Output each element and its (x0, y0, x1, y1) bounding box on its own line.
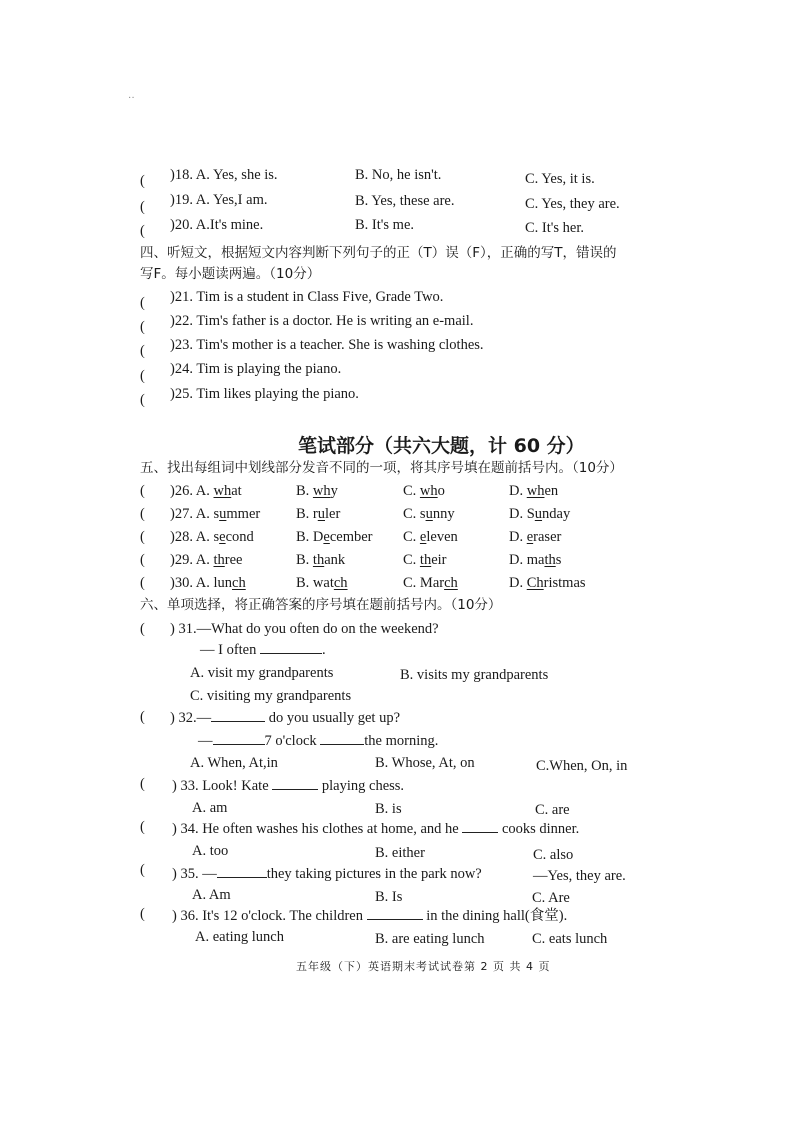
q31-stem: ) 31.—What do you often do on the weekend? (170, 621, 439, 637)
q31-option-b: B. visits my grandparents (400, 667, 549, 683)
q20-option-a: )20. A.It's mine. (170, 217, 264, 233)
q18-option-c: C. Yes, it is. (525, 171, 595, 187)
tf-item-21: )21. Tim is a student in Class Five, Grade Two. (170, 289, 444, 305)
answer-paren[interactable]: ( (140, 392, 145, 408)
q36-stem: ) 36. It's 12 o'clock. The children in the dining hall(食堂). (172, 908, 568, 924)
underlined-letters: wh (526, 483, 545, 499)
phonics-option-d: D. Christmas (509, 575, 586, 591)
answer-paren[interactable]: ( (140, 552, 145, 568)
answer-paren[interactable]: ( (140, 368, 145, 384)
phonics-option-a: )27. A. summer (170, 506, 261, 522)
phonics-option-c: C. sunny (403, 506, 455, 522)
answer-paren[interactable]: ( (140, 529, 145, 545)
q34-stem: ) 34. He often washes his clothes at home, and he cooks dinner. (172, 821, 580, 837)
q20-option-b: B. It's me. (355, 217, 414, 233)
phonics-option-b: B. ruler (296, 506, 341, 522)
answer-blank[interactable] (260, 641, 322, 654)
answer-paren[interactable]: ( (140, 906, 145, 922)
page-footer: 五年级（下）英语期末考试试卷第 2 页 共 4 页 (296, 960, 551, 973)
answer-paren[interactable]: ( (140, 862, 145, 878)
q31-option-c: C. visiting my grandparents (190, 688, 352, 704)
q35-option-a: A. Am (192, 887, 231, 903)
tf-item-22: )22. Tim's father is a doctor. He is writing an e-mail. (170, 313, 474, 329)
underlined-letters: e (526, 529, 534, 545)
answer-paren[interactable]: ( (140, 199, 145, 215)
q31-answer-line: — I often . (200, 642, 326, 658)
answer-paren[interactable]: ( (140, 506, 145, 522)
answer-blank[interactable] (211, 709, 265, 722)
underlined-letters: e (323, 529, 330, 545)
q32-option-c: C.When, On, in (536, 758, 628, 774)
q35-option-b: B. Is (375, 889, 403, 905)
answer-paren[interactable]: ( (140, 819, 145, 835)
q33-stem: ) 33. Look! Kate playing chess. (172, 778, 405, 794)
underlined-letters: th (544, 552, 556, 568)
q34-option-b: B. either (375, 845, 425, 861)
q19-option-b: B. Yes, these are. (355, 193, 455, 209)
phonics-option-d: D. Sunday (509, 506, 571, 522)
answer-paren[interactable]: ( (140, 709, 145, 725)
answer-blank[interactable] (320, 732, 364, 745)
phonics-option-a: )26. A. what (170, 483, 242, 499)
tf-item-25: )25. Tim likes playing the piano. (170, 386, 359, 402)
q32-answer-line: — 7 o'clock the morning. (198, 733, 439, 749)
q34-option-c: C. also (533, 847, 574, 863)
answer-paren[interactable]: ( (140, 223, 145, 239)
q36-option-c: C. eats lunch (532, 931, 608, 947)
underlined-letters: Ch (526, 575, 544, 591)
phonics-option-a: )28. A. second (170, 529, 254, 545)
phonics-option-a: )29. A. three (170, 552, 243, 568)
section-6-heading: 六、单项选择，将正确答案的序号填在题前括号内。（10分） (140, 597, 502, 613)
phonics-option-c: C. eleven (403, 529, 458, 545)
answer-blank[interactable] (272, 777, 318, 790)
phonics-option-a: )30. A. lunch (170, 575, 246, 591)
q32-option-b: B. Whose, At, on (375, 755, 475, 771)
q35-stem: ) 35. — they taking pictures in the park now? (172, 866, 482, 882)
section-5-heading: 五、找出每组词中划线部分发音不同的一项，将其序号填在题前括号内。（10分） (140, 460, 623, 476)
q33-option-b: B. is (375, 801, 402, 817)
answer-blank[interactable] (462, 820, 498, 833)
answer-paren[interactable]: ( (140, 295, 145, 311)
underlined-letters: wh (213, 483, 232, 499)
q33-option-a: A. am (192, 800, 228, 816)
q32-stem: ) 32.— do you usually get up? (170, 710, 401, 726)
phonics-option-d: D. when (509, 483, 559, 499)
q19-option-c: C. Yes, they are. (525, 196, 620, 212)
q36-option-a: A. eating lunch (195, 929, 284, 945)
written-part-title: 笔试部分（共六大题，计 60 分） (298, 435, 585, 457)
phonics-option-b: B. December (296, 529, 373, 545)
corner-mark: ·· (128, 93, 135, 104)
underlined-letters: th (312, 552, 325, 568)
q31-option-a: A. visit my grandparents (190, 665, 334, 681)
tf-item-24: )24. Tim is playing the piano. (170, 361, 342, 377)
phonics-option-b: B. why (296, 483, 338, 499)
answer-paren[interactable]: ( (140, 319, 145, 335)
answer-blank[interactable] (367, 907, 423, 920)
underlined-letters: ch (232, 575, 246, 591)
answer-paren[interactable]: ( (140, 483, 145, 499)
phonics-option-d: D. maths (509, 552, 562, 568)
answer-paren[interactable]: ( (140, 621, 145, 637)
q18-option-b: B. No, he isn't. (355, 167, 442, 183)
phonics-option-c: C. their (403, 552, 447, 568)
q33-option-c: C. are (535, 802, 570, 818)
answer-paren[interactable]: ( (140, 343, 145, 359)
underlined-letters: u (219, 506, 227, 522)
q18-option-a: )18. A. Yes, she is. (170, 167, 278, 183)
underlined-letters: u (425, 506, 433, 522)
underlined-letters: wh (312, 483, 331, 499)
phonics-option-b: B. thank (296, 552, 346, 568)
underlined-letters: th (419, 552, 432, 568)
underlined-letters: th (213, 552, 225, 568)
answer-paren[interactable]: ( (140, 776, 145, 792)
phonics-option-b: B. watch (296, 575, 348, 591)
section-4-heading-line1: 四、听短文，根据短文内容判断下列句子的正（T）误（F），正确的写T，错误的 (140, 245, 617, 261)
tf-item-23: )23. Tim's mother is a teacher. She is washing clothes. (170, 337, 484, 353)
answer-paren[interactable]: ( (140, 575, 145, 591)
underlined-letters: u (534, 506, 543, 522)
answer-blank[interactable] (217, 865, 267, 878)
q36-option-b: B. are eating lunch (375, 931, 485, 947)
q19-option-a: )19. A. Yes,I am. (170, 192, 268, 208)
underlined-letters: e (219, 529, 226, 545)
q20-option-c: C. It's her. (525, 220, 584, 236)
underlined-letters: ch (444, 575, 458, 591)
q35-reply: —Yes, they are. (533, 868, 626, 884)
underlined-letters: ch (333, 575, 348, 591)
q34-option-a: A. too (192, 843, 229, 859)
phonics-option-d: D. eraser (509, 529, 562, 545)
q35-option-c: C. Are (532, 890, 570, 906)
answer-paren[interactable]: ( (140, 173, 145, 189)
underlined-letters: wh (419, 483, 438, 499)
phonics-option-c: C. who (403, 483, 445, 499)
answer-blank[interactable] (213, 732, 265, 745)
section-4-heading-line2: 写F。每小题读两遍。（10分） (140, 266, 321, 282)
phonics-option-c: C. March (403, 575, 458, 591)
underlined-letters: e (419, 529, 427, 545)
q32-option-a: A. When, At,in (190, 755, 278, 771)
underlined-letters: u (317, 506, 325, 522)
